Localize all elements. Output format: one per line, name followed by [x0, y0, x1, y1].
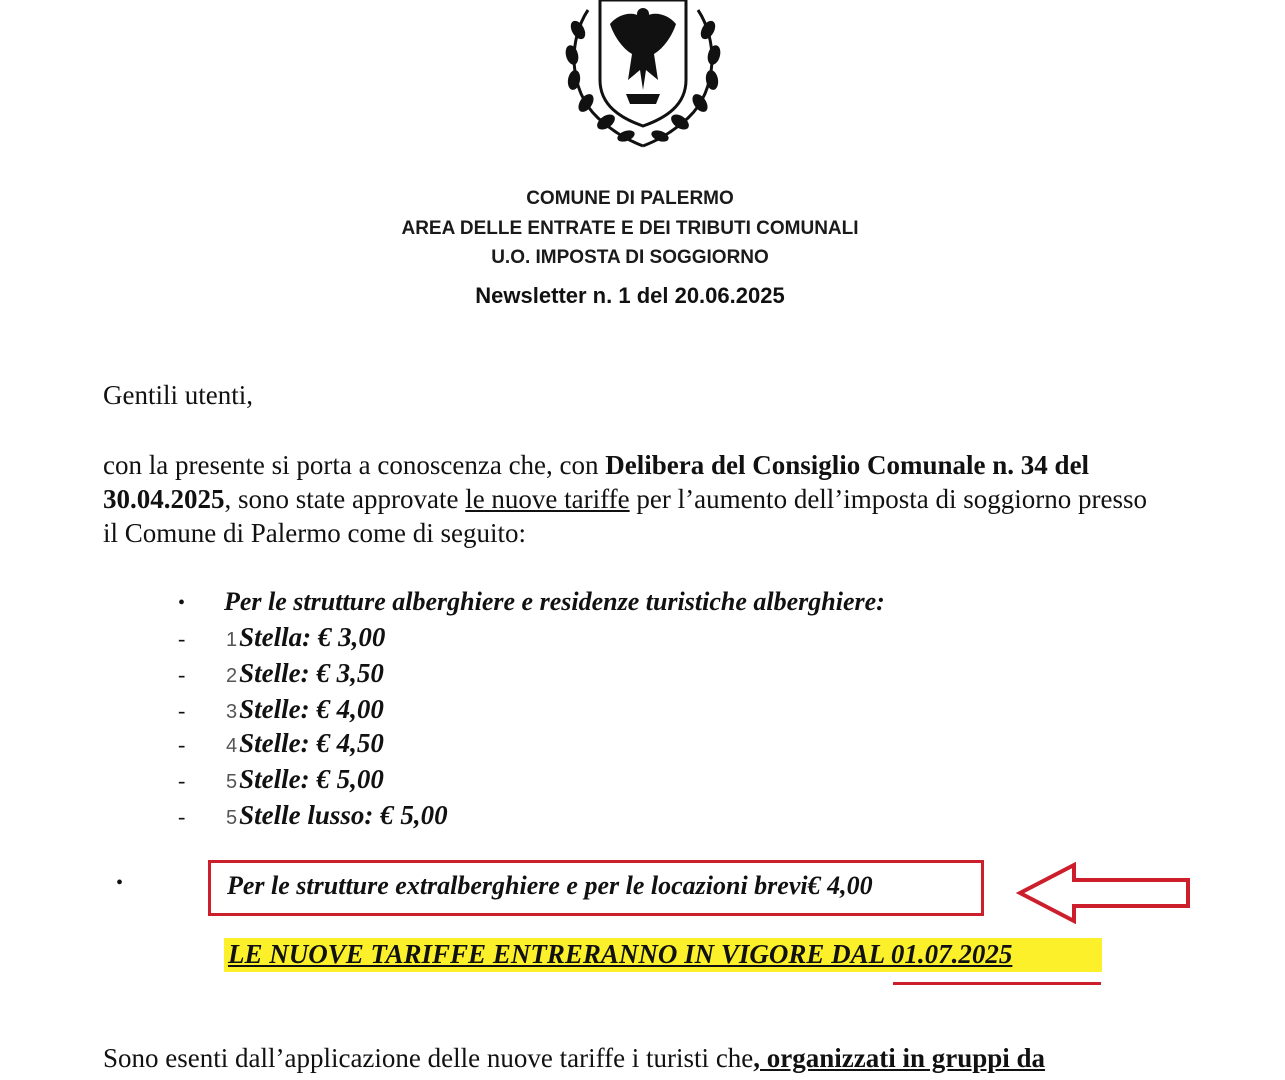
- header-area: AREA DELLE ENTRATE E DEI TRIBUTI COMUNALI: [401, 218, 859, 239]
- exemption-paragraph: [103, 1043, 1045, 1074]
- hotel-heading: Per le strutture alberghiere e residenze turistiche alberghiere:: [224, 587, 885, 616]
- tier-item: [226, 658, 384, 689]
- tier-number: 3: [226, 701, 238, 723]
- tier-number: 5: [226, 771, 238, 793]
- extra-hotel-price: € 4,00: [807, 871, 873, 900]
- dash-marker: -: [178, 698, 186, 723]
- tier-label: Stelle: € 5,00: [239, 764, 384, 794]
- tier-number: 5: [226, 807, 238, 829]
- delibera-reference: Delibera del Consiglio Comunale n. 34 del 30.04.2025: [103, 450, 1090, 514]
- tier-label: Stelle: € 3,50: [239, 658, 384, 688]
- exemption-bold: , organizzati in gruppi da: [753, 1043, 1046, 1073]
- bullet-dot: •: [178, 592, 186, 614]
- intro-text-1: con la presente si porta a conoscenza che, con: [103, 450, 606, 480]
- tier-item: [226, 764, 384, 795]
- tier-label: Stelle: € 4,00: [239, 694, 384, 724]
- tier-item: [226, 694, 384, 725]
- dash-marker: -: [178, 662, 186, 687]
- tier-number: 4: [226, 735, 238, 757]
- tier-item: [226, 728, 384, 759]
- tier-item: [226, 622, 385, 653]
- bullet-dot: •: [116, 872, 124, 894]
- palermo-eagle-emblem-icon: [548, 0, 738, 150]
- exemption-text: Sono esenti dall’applicazione delle nuove tariffe i turisti che: [103, 1043, 754, 1073]
- dash-marker: -: [178, 768, 186, 793]
- tier-label: Stella: € 3,00: [239, 622, 386, 652]
- intro-text-2: , sono state approvate: [224, 484, 466, 514]
- header-comune: COMUNE DI PALERMO: [526, 188, 734, 209]
- header-uo: U.O. IMPOSTA DI SOGGIORNO: [491, 247, 769, 268]
- extra-hotel-label: Per le strutture extralberghiere e per le locazioni brevi: [227, 871, 808, 900]
- red-arrow-icon: [1016, 862, 1194, 924]
- tier-label: Stelle lusso: € 5,00: [239, 800, 448, 830]
- tier-number: 1: [226, 629, 238, 651]
- tier-item: [226, 800, 448, 831]
- effective-date-notice: LE NUOVE TARIFFE ENTRERANNO IN VIGORE DAL 01.07.2025: [228, 939, 1013, 969]
- tier-number: 2: [226, 665, 238, 687]
- new-rates-underlined: le nuove tariffe: [465, 484, 630, 514]
- red-underline-mark: [893, 982, 1101, 985]
- dash-marker: -: [178, 626, 186, 651]
- tier-label: Stelle: € 4,50: [239, 728, 384, 758]
- greeting: Gentili utenti,: [103, 380, 253, 410]
- dash-marker: -: [178, 804, 186, 829]
- intro-text-3: per l’aumento dell’imposta di soggiorno presso il Comune di Palermo come di seguito:: [103, 484, 1148, 548]
- intro-paragraph: [103, 448, 1163, 550]
- newsletter-title: Newsletter n. 1 del 20.06.2025: [475, 283, 785, 308]
- extra-hotel-rate: [227, 871, 873, 901]
- dash-marker: -: [178, 732, 186, 757]
